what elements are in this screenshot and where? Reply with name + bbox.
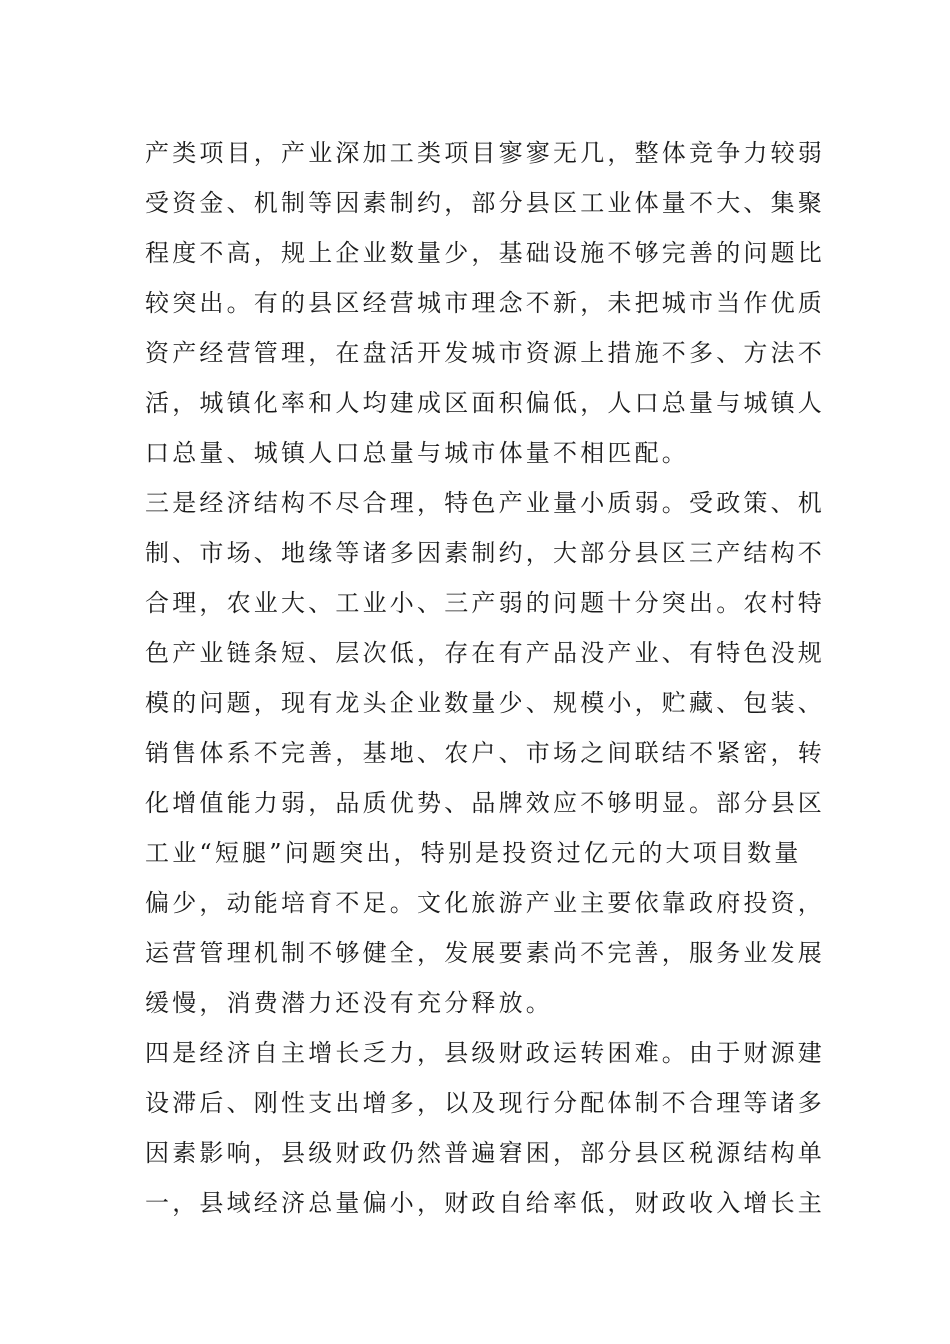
text-line: 销售体系不完善，基地、农户、市场之间联结不紧密，转 [145,739,825,767]
text-line: 活，城镇化率和人均建成区面积偏低，人口总量与城镇人 [145,389,825,417]
text-line: 化增值能力弱，品质优势、品牌效应不够明显。部分县区 [145,789,825,817]
text-line: 工业“短腿”问题突出，特别是投资过亿元的大项目数量 [145,839,802,867]
text-line: 口总量、城镇人口总量与城市体量不相匹配。 [145,439,689,467]
text-line: 资产经营管理，在盘活开发城市资源上措施不多、方法不 [145,339,825,367]
section-heading-line: 四是经济自主增长乏力，县级财政运转困难。由于财源建 [145,1039,825,1067]
text-line: 程度不高，规上企业数量少，基础设施不够完善的问题比 [145,239,825,267]
text-line: 产类项目，产业深加工类项目寥寥无几，整体竞争力较弱 [145,139,825,167]
text-line: 制、市场、地缘等诸多因素制约，大部分县区三产结构不 [145,539,825,567]
text-line: 色产业链条短、层次低，存在有产品没产业、有特色没规 [145,639,825,667]
text-line: 受资金、机制等因素制约，部分县区工业体量不大、集聚 [145,189,825,217]
text-line: 合理，农业大、工业小、三产弱的问题十分突出。农村特 [145,589,825,617]
section-heading-line: 三是经济结构不尽合理，特色产业量小质弱。受政策、机 [145,489,825,517]
text-line: 因素影响，县级财政仍然普遍窘困，部分县区税源结构单 [145,1139,825,1167]
text-line: 一，县域经济总量偏小，财政自给率低，财政收入增长主 [145,1189,825,1217]
text-line: 缓慢，消费潜力还没有充分释放。 [145,989,553,1017]
text-line: 运营管理机制不够健全，发展要素尚不完善，服务业发展 [145,939,825,967]
text-line: 偏少，动能培育不足。文化旅游产业主要依靠政府投资， [145,889,825,917]
text-line: 模的问题，现有龙头企业数量少、规模小，贮藏、包装、 [145,689,825,717]
text-line: 较突出。有的县区经营城市理念不新，未把城市当作优质 [145,289,825,317]
text-line: 设滞后、刚性支出增多，以及现行分配体制不合理等诸多 [145,1089,825,1117]
